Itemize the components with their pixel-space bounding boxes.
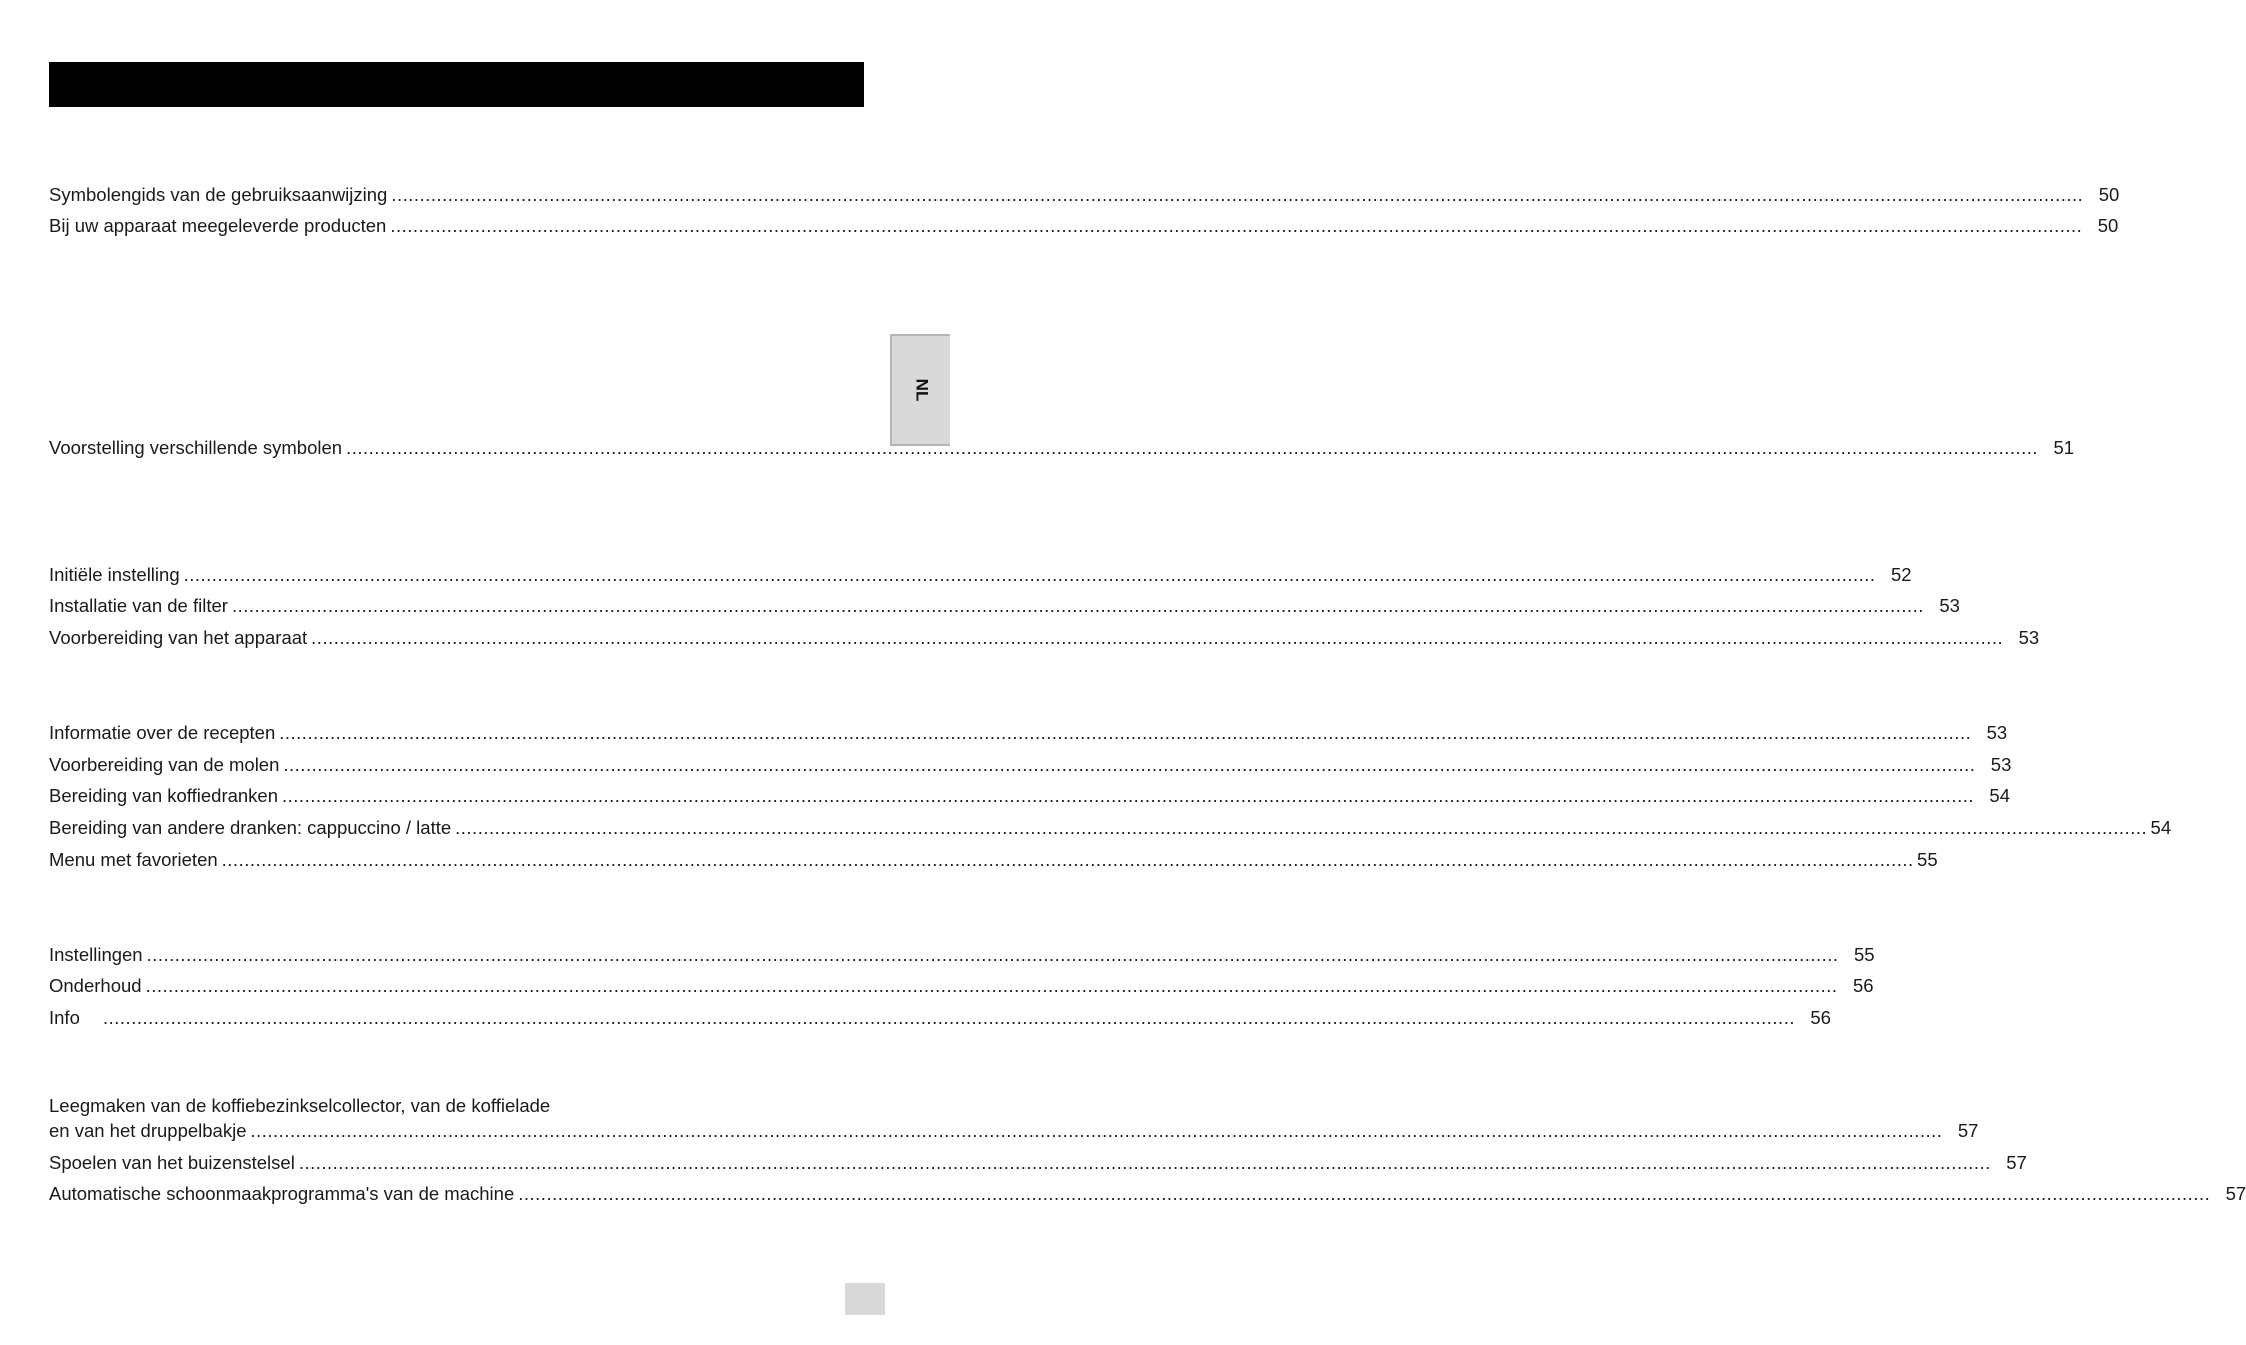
toc-entry[interactable] <box>49 436 2075 460</box>
toc-entry-page: 51 <box>2053 437 2075 458</box>
toc-leader-dots: ............................................................................................................................................................................................................................................................................................................ <box>346 437 2039 458</box>
language-tab <box>890 334 950 446</box>
toc-entry-page: 55 <box>1917 849 1938 870</box>
toc-entry-label: Installatie van de filter <box>49 595 228 616</box>
toc-entry[interactable] <box>49 816 2172 840</box>
toc-entry-label: Info <box>49 1007 80 1028</box>
toc-leader-dots: ............................................................................................................................................................................................................................................................................................................ <box>231 595 1924 616</box>
toc-entry-label-first-line[interactable]: Leegmaken van de koffiebezinkselcollector, van de koffielade <box>49 1095 551 1116</box>
toc-entry-label: Voorbereiding van de molen <box>49 754 280 775</box>
toc-entry[interactable] <box>49 1182 2246 1206</box>
toc-entry-page: 53 <box>1990 754 2012 775</box>
toc-entry-label: Voorstelling verschillende symbolen <box>49 437 343 458</box>
toc-entry-page: 53 <box>2018 627 2040 648</box>
toc-leader-dots: ............................................................................................................................................................................................................................................................................................................ <box>183 564 1876 585</box>
toc-leader-dots: ............................................................................................................................................................................................................................................................................................................ <box>145 975 1838 996</box>
toc-entry-label: Informatie over de recepten <box>49 722 276 743</box>
toc-entry-label: Voorbereiding van het apparaat <box>49 627 308 648</box>
toc-leader-dots: ............................................................................................................................................................................................................................................................................................................ <box>250 1120 1943 1141</box>
page-number-box <box>845 1283 885 1315</box>
toc-entry[interactable] <box>49 214 2119 238</box>
toc-entry-page: 52 <box>1891 564 1912 585</box>
toc-entry-label: Instellingen <box>49 944 143 965</box>
toc-entry-page: 57 <box>1957 1120 1979 1141</box>
toc-leader-dots: ............................................................................................................................................................................................................................................................................................................ <box>283 754 1976 775</box>
toc-entry-label: Spoelen van het buizenstelsel <box>49 1152 295 1173</box>
toc-leader-dots: ............................................................................................................................................................................................................................................................................................................ <box>221 849 1914 870</box>
toc-entry[interactable] <box>49 1119 1979 1143</box>
section-header-bar <box>49 62 864 107</box>
toc-leader-dots: ............................................................................................................................................................................................................................................................................................................ <box>103 1007 1795 1028</box>
toc-entry[interactable] <box>49 563 1912 587</box>
toc-entry[interactable] <box>49 626 2040 650</box>
toc-leader-dots: ............................................................................................................................................................................................................................................................................................................ <box>146 944 1839 965</box>
toc-entry-page: 56 <box>1810 1007 1831 1028</box>
toc-leader-dots: ............................................................................................................................................................................................................................................................................................................ <box>298 1152 1991 1173</box>
toc-entry[interactable] <box>49 594 1960 618</box>
toc-entry-label: Bij uw apparaat meegeleverde producten <box>49 215 387 236</box>
toc-leader-dots: ............................................................................................................................................................................................................................................................................................................ <box>390 215 2083 236</box>
toc-leader-dots: ............................................................................................................................................................................................................................................................................................................ <box>518 1183 2211 1204</box>
toc-entry[interactable] <box>49 753 2012 777</box>
toc-entry-page: 54 <box>2150 817 2172 838</box>
toc-entry[interactable] <box>49 784 2010 808</box>
toc-entry-page: 50 <box>2097 215 2119 236</box>
language-tab-label: NL <box>911 378 931 402</box>
toc-entry-page: 57 <box>2006 1152 2027 1173</box>
toc-entry-page: 55 <box>1853 944 1875 965</box>
toc-leader-dots: ............................................................................................................................................................................................................................................................................................................ <box>279 722 1972 743</box>
toc-entry[interactable] <box>49 1006 1831 1030</box>
toc-entry-label: Menu met favorieten <box>49 849 218 870</box>
toc-entry[interactable] <box>49 183 2120 207</box>
toc-entry-page: 50 <box>2098 184 2120 205</box>
toc-entry[interactable] <box>49 848 1938 872</box>
toc-entry-page: 53 <box>1939 595 1960 616</box>
toc-entry-label: Bereiding van koffiedranken <box>49 785 279 806</box>
toc-leader-dots: ............................................................................................................................................................................................................................................................................................................ <box>282 785 1974 806</box>
toc-entry-label: Bereiding van andere dranken: cappuccino / latte <box>49 817 452 838</box>
toc-entry-label: en van het druppelbakje <box>49 1120 247 1141</box>
toc-leader-dots: ............................................................................................................................................................................................................................................................................................................ <box>391 184 2084 205</box>
toc-entry-page: 54 <box>1989 785 2010 806</box>
toc-entry-page: 53 <box>1986 722 2008 743</box>
toc-leader-dots: ............................................................................................................................................................................................................................................................................................................ <box>455 817 2148 838</box>
toc-entry-label: Onderhoud <box>49 975 142 996</box>
toc-entry-label: Symbolengids van de gebruiksaanwijzing <box>49 184 388 205</box>
toc-entry[interactable] <box>49 1151 2027 1175</box>
toc-entry-page: 56 <box>1852 975 1874 996</box>
toc-entry[interactable] <box>49 974 1874 998</box>
toc-entry-label: Automatische schoonmaakprogramma's van de machine <box>49 1183 515 1204</box>
toc-entry[interactable] <box>49 721 2008 745</box>
toc-entry[interactable] <box>49 943 1875 967</box>
toc-entry-label: Initiële instelling <box>49 564 180 585</box>
toc-leader-dots: ............................................................................................................................................................................................................................................................................................................ <box>311 627 2004 648</box>
toc-entry-page: 57 <box>2225 1183 2246 1204</box>
